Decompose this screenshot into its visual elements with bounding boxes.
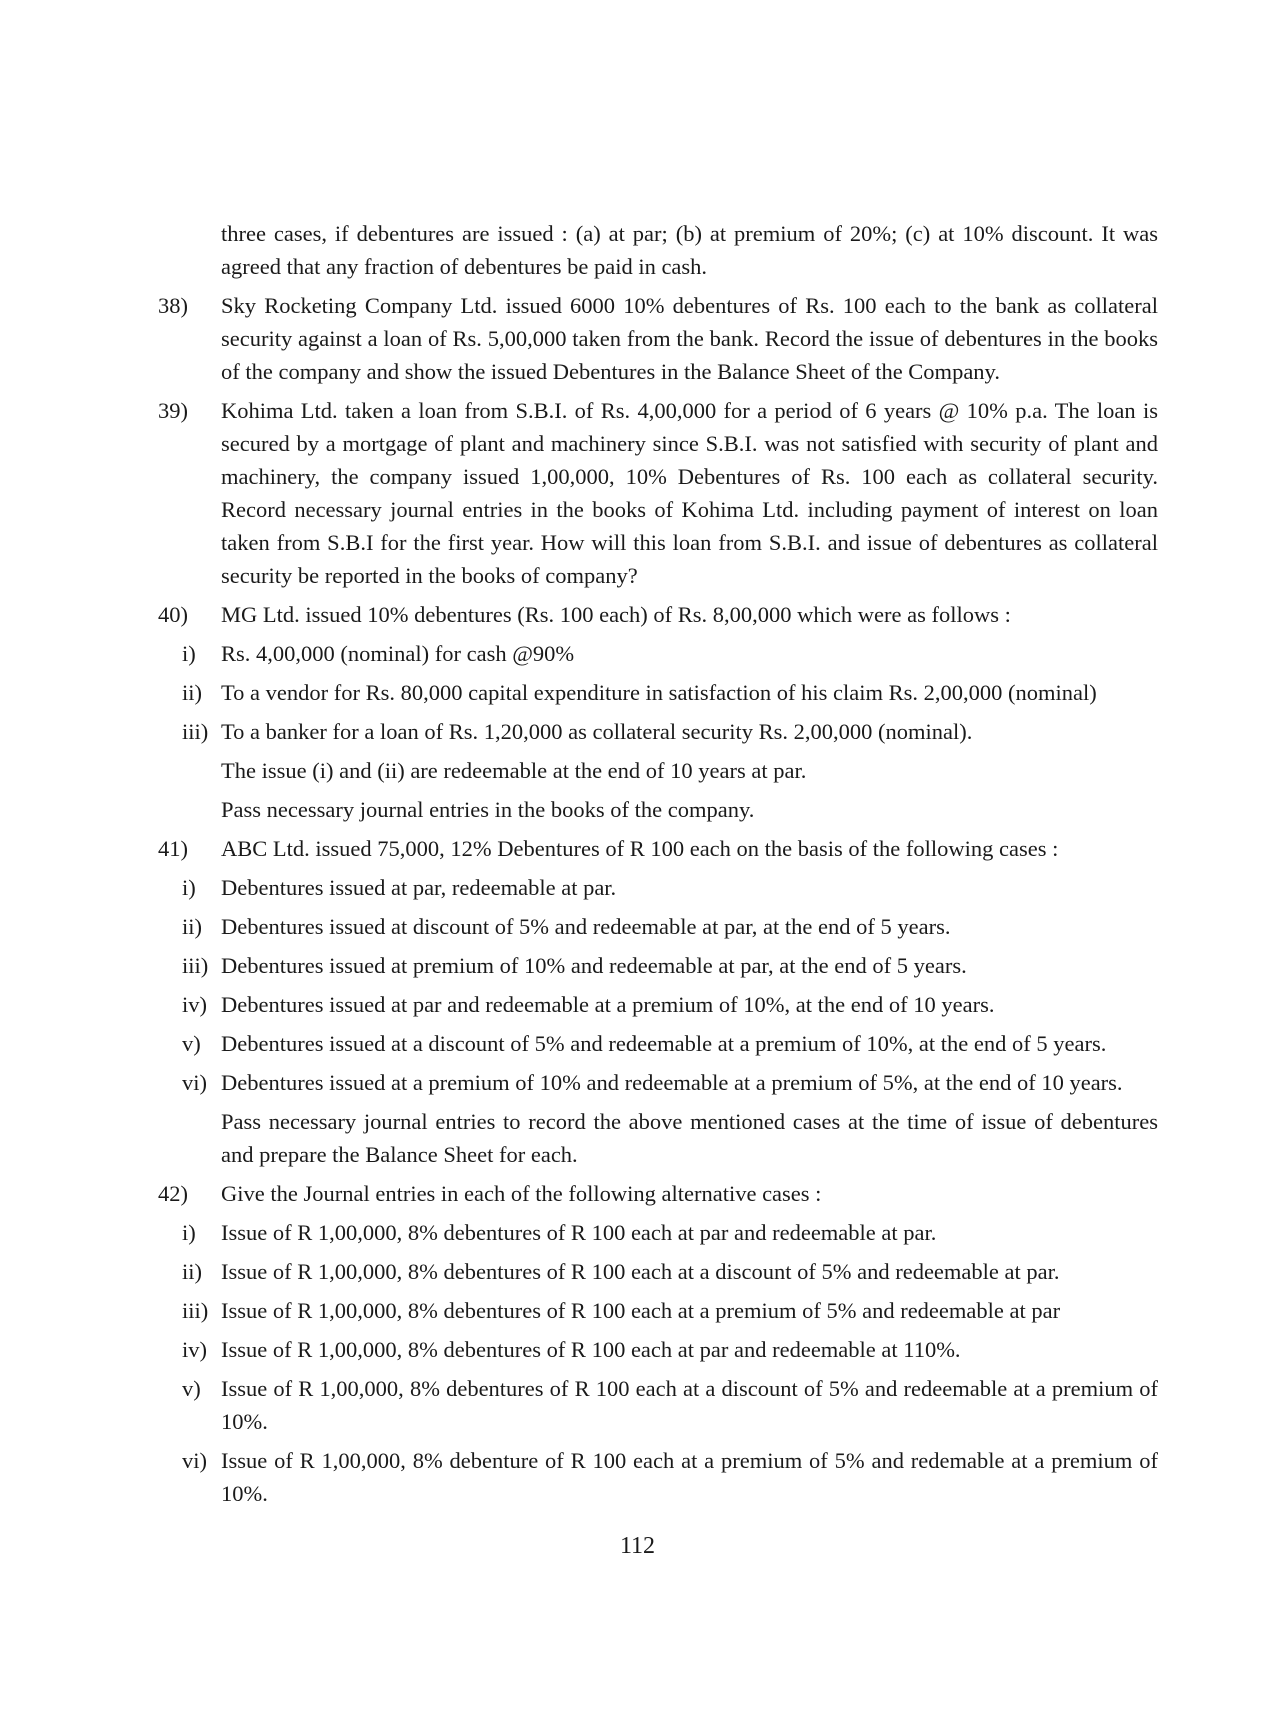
list-item xyxy=(158,910,1158,943)
item-text: Issue of R 1,00,000, 8% debentures of R 100 each at par and redeemable at par. xyxy=(221,1220,937,1245)
question-text: Kohima Ltd. taken a loan from S.B.I. of Rs. 4,00,000 for a period of 6 years @ 10% p.a. The loan is secured by a mortgage of plant and machinery since S.B.I. was not satisfied with security of plant and machinery, the company issued 1,00,000, 10% Debentures of Rs. 100 each as collateral security. Record necessary journal entries in the books of Kohima Ltd. including payment of interest on loan taken from S.B.I for the first year. How will this loan from S.B.I. and issue of debentures as collateral security be reported in the books of company? xyxy=(221,398,1158,588)
list-item xyxy=(158,1372,1158,1438)
list-item xyxy=(158,1216,1158,1249)
question-39 xyxy=(158,394,1158,592)
item-label: vi) xyxy=(182,1448,207,1473)
item-text: Issue of R 1,00,000, 8% debentures of R 100 each at a discount of 5% and redeemable at par. xyxy=(221,1259,1060,1284)
item-label: ii) xyxy=(182,680,202,705)
question-40 xyxy=(158,598,1158,631)
item-text: Debentures issued at premium of 10% and redeemable at par, at the end of 5 years. xyxy=(221,953,967,978)
note-text: The issue (i) and (ii) are redeemable at the end of 10 years at par. xyxy=(221,758,807,783)
item-text: Issue of R 1,00,000, 8% debentures of R 100 each at a premium of 5% and redeemable at par xyxy=(221,1298,1061,1323)
question-38 xyxy=(158,289,1158,388)
list-item xyxy=(158,871,1158,904)
list-item xyxy=(158,1066,1158,1099)
item-text: Debentures issued at a premium of 10% and redeemable at a premium of 5%, at the end of 10 years. xyxy=(221,1070,1123,1095)
question-number: 42) xyxy=(158,1181,188,1206)
page-number: 112 xyxy=(619,1533,656,1559)
question-text: MG Ltd. issued 10% debentures (Rs. 100 each) of Rs. 8,00,000 which were as follows : xyxy=(221,602,1011,627)
continuation-text: three cases, if debentures are issued : (a) at par; (b) at premium of 20%; (c) at 10% discount. It was agreed that any fraction of debentures be paid in cash. xyxy=(221,221,1158,279)
page-content xyxy=(158,217,1158,1510)
item-text: Issue of R 1,00,000, 8% debentures of R 100 each at par and redeemable at 110%. xyxy=(221,1337,961,1362)
item-text: Debentures issued at par, redeemable at par. xyxy=(221,875,617,900)
question-number: 41) xyxy=(158,836,188,861)
question-41 xyxy=(158,832,1158,865)
question-number: 40) xyxy=(158,602,188,627)
list-item xyxy=(158,637,1158,670)
item-label: iii) xyxy=(182,719,209,744)
continuation-paragraph xyxy=(158,217,1158,283)
question-number: 39) xyxy=(158,398,188,423)
question-number: 38) xyxy=(158,293,188,318)
item-label: iv) xyxy=(182,992,207,1017)
item-label: v) xyxy=(182,1031,201,1056)
question-text: ABC Ltd. issued 75,000, 12% Debentures of R 100 each on the basis of the following cases : xyxy=(221,836,1059,861)
list-item xyxy=(158,1255,1158,1288)
note-text: Pass necessary journal entries in the books of the company. xyxy=(221,797,755,822)
list-item xyxy=(158,1333,1158,1366)
item-label: i) xyxy=(182,875,196,900)
question-42 xyxy=(158,1177,1158,1210)
note-paragraph xyxy=(158,754,1158,787)
item-text: Rs. 4,00,000 (nominal) for cash @90% xyxy=(221,641,575,666)
item-label: iii) xyxy=(182,953,209,978)
list-item xyxy=(158,1294,1158,1327)
item-label: i) xyxy=(182,641,196,666)
item-label: i) xyxy=(182,1220,196,1245)
list-item xyxy=(158,676,1158,709)
note-paragraph xyxy=(158,1105,1158,1171)
question-text: Sky Rocketing Company Ltd. issued 6000 10% debentures of Rs. 100 each to the bank as collateral security against a loan of Rs. 5,00,000 taken from the bank. Record the issue of debentures in the books of the company and show the issued Debentures in the Balance Sheet of the Company. xyxy=(221,293,1158,384)
item-label: iii) xyxy=(182,1298,209,1323)
item-label: v) xyxy=(182,1376,201,1401)
item-label: vi) xyxy=(182,1070,207,1095)
item-text: Debentures issued at discount of 5% and redeemable at par, at the end of 5 years. xyxy=(221,914,951,939)
list-item xyxy=(158,1444,1158,1510)
list-item xyxy=(158,1027,1158,1060)
item-text: To a banker for a loan of Rs. 1,20,000 as collateral security Rs. 2,00,000 (nominal). xyxy=(221,719,973,744)
item-text: Debentures issued at par and redeemable at a premium of 10%, at the end of 10 years. xyxy=(221,992,995,1017)
question-text: Give the Journal entries in each of the following alternative cases : xyxy=(221,1181,822,1206)
item-text: Issue of R 1,00,000, 8% debentures of R 100 each at a discount of 5% and redeemable at a premium of 10%. xyxy=(221,1376,1158,1434)
item-label: iv) xyxy=(182,1337,207,1362)
note-text: Pass necessary journal entries to record the above mentioned cases at the time of issue of debentures and prepare the Balance Sheet for each. xyxy=(221,1109,1158,1167)
list-item xyxy=(158,949,1158,982)
item-text: Issue of R 1,00,000, 8% debenture of R 100 each at a premium of 5% and redemable at a premium of 10%. xyxy=(221,1448,1158,1506)
item-text: Debentures issued at a discount of 5% and redeemable at a premium of 10%, at the end of 5 years. xyxy=(221,1031,1107,1056)
list-item xyxy=(158,715,1158,748)
item-label: ii) xyxy=(182,1259,202,1284)
list-item xyxy=(158,988,1158,1021)
item-label: ii) xyxy=(182,914,202,939)
item-text: To a vendor for Rs. 80,000 capital expenditure in satisfaction of his claim Rs. 2,00,000 (nominal) xyxy=(221,680,1097,705)
note-paragraph xyxy=(158,793,1158,826)
